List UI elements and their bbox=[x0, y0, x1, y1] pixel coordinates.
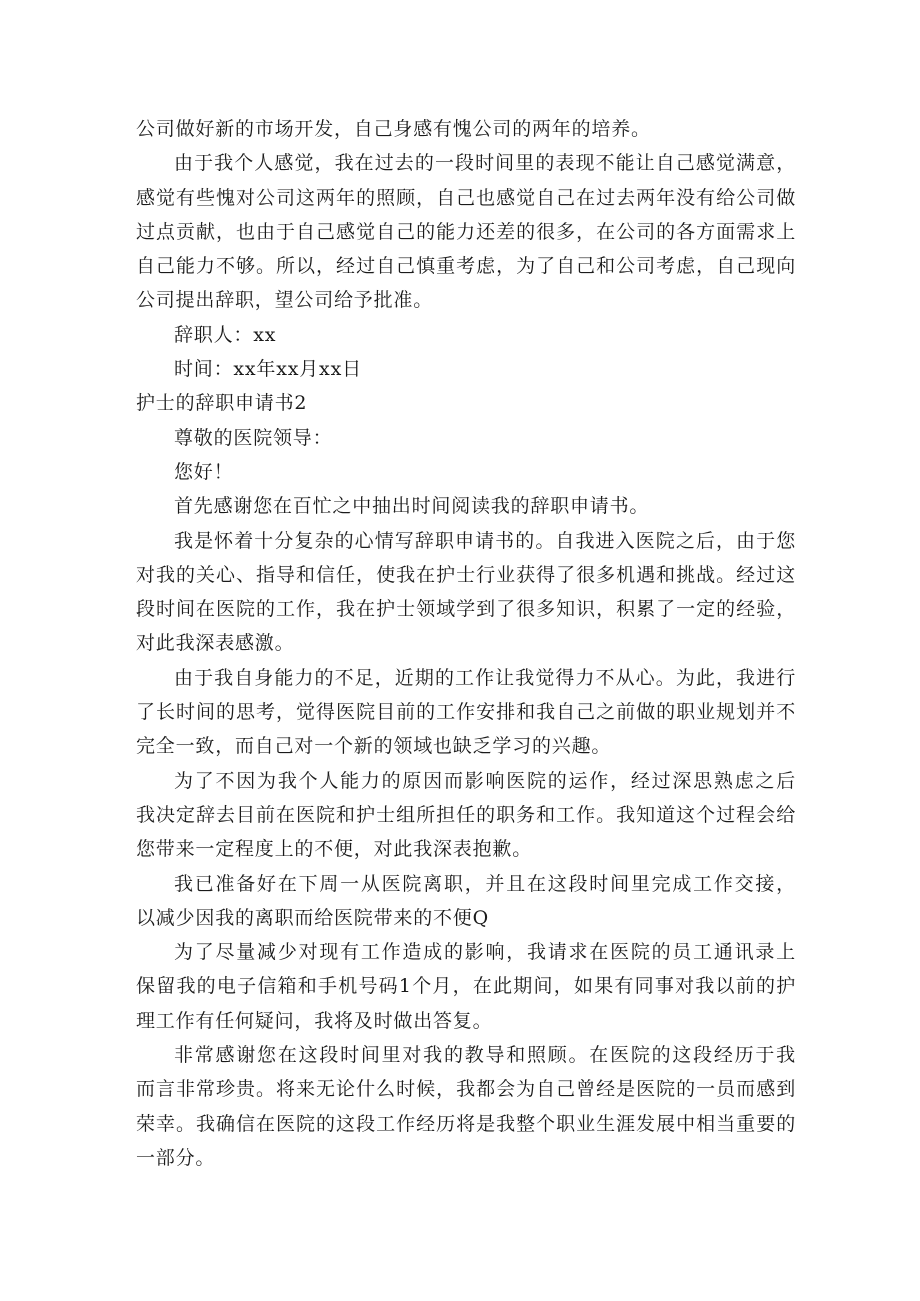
text-line: 公司提出辞职，望公司给予批准。 bbox=[136, 289, 434, 312]
text-line: 荣幸。我确信在医院的这段工作经历将是我整个职业生涯发展中相当重要的 bbox=[136, 1112, 796, 1135]
text-line: 了长时间的思考，觉得医院目前的工作安排和我自己之前做的职业规划并不 bbox=[136, 701, 796, 724]
text-line: 以减少因我的离职而给医院带来的不便Q bbox=[136, 906, 489, 929]
text-line: 尊敬的医院领导： bbox=[174, 426, 333, 449]
text-line: 理工作有任何疑问，我将及时做出答复。 bbox=[136, 1009, 493, 1032]
text-line: 您好！ bbox=[174, 460, 234, 483]
section-heading: 护士的辞职申请书2 bbox=[136, 392, 308, 415]
text-line: 过点贡献，也由于自己感觉自己的能力还差的很多，在公司的各方面需求上 bbox=[136, 220, 796, 243]
text-line: 一部分。 bbox=[136, 1146, 216, 1169]
text-line: 首先感谢您在百忙之中抽出时间阅读我的辞职申请书。 bbox=[174, 495, 650, 518]
text-line: 非常感谢您在这段时间里对我的教导和照顾。在医院的这段经历于我 bbox=[174, 1044, 796, 1067]
document-body bbox=[136, 112, 796, 1175]
text-line: 保留我的电子信箱和手机号码1个月，在此期间，如果有同事对我以前的护 bbox=[136, 975, 796, 998]
text-line: 完全一致，而自己对一个新的领域也缺乏学习的兴趣。 bbox=[136, 735, 612, 758]
text-line: 为了不因为我个人能力的原因而影响医院的运作，经过深思熟虑之后 bbox=[174, 769, 796, 792]
text-line: 您带来一定程度上的不便，对此我深表抱歉。 bbox=[136, 838, 533, 861]
text-line: 对我的关心、指导和信任，使我在护士行业获得了很多机遇和挑战。经过这 bbox=[136, 563, 796, 586]
text-line: 我是怀着十分复杂的心情写辞职申请书的。自我进入医院之后，由于您 bbox=[174, 529, 796, 552]
text-line: 自己能力不够。所以，经过自己慎重考虑，为了自己和公司考虑，自己现向 bbox=[136, 255, 796, 278]
text-line: 为了尽量减少对现有工作造成的影响，我请求在医院的员工通讯录上 bbox=[174, 941, 796, 964]
text-line: 由于我个人感觉，我在过去的一段时间里的表现不能让自己感觉满意， bbox=[174, 152, 796, 175]
text-line: 时间：xx年xx月xx日 bbox=[174, 358, 362, 381]
text-line: 我已准备好在下周一从医院离职，并且在这段时间里完成工作交接， bbox=[174, 872, 796, 895]
text-line: 段时间在医院的工作，我在护士领域学到了很多知识，积累了一定的经验， bbox=[136, 598, 796, 621]
text-line: 而言非常珍贵。将来无论什么时候，我都会为自己曾经是医院的一员而感到 bbox=[136, 1078, 796, 1101]
text-line: 公司做好新的市场开发，自己身感有愧公司的两年的培养。 bbox=[136, 118, 651, 140]
text-line: 由于我自身能力的不足，近期的工作让我觉得力不从心。为此，我进行 bbox=[174, 666, 796, 689]
text-line: 辞职人：xx bbox=[174, 323, 277, 346]
text-line: 对此我深表感激。 bbox=[136, 632, 295, 655]
text-line: 我决定辞去目前在医院和护士组所担任的职务和工作。我知道这个过程会给 bbox=[136, 803, 796, 826]
text-line: 感觉有些愧对公司这两年的照顾，自己也感觉自己在过去两年没有给公司做 bbox=[136, 186, 796, 209]
